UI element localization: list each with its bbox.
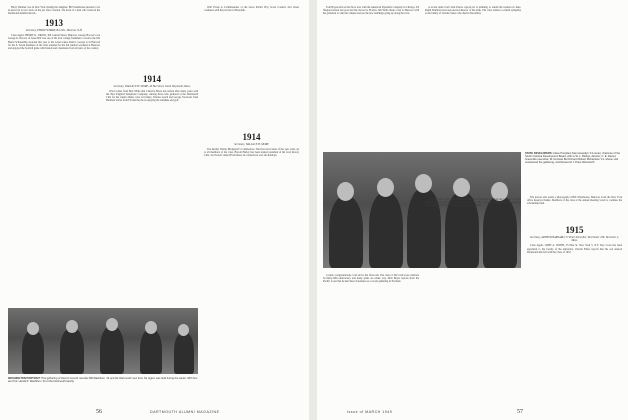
- person-face: [337, 182, 354, 201]
- right-column-4-lower: [425, 198, 521, 398]
- right-column-2: [425, 6, 521, 150]
- column-text: A recent letter from Sam Pearce reports he is planning to attend the reunion in June. Ralph Simmons has been elected director of his bank. The class wishes to extend sympathy to the family of Charles Vance who died in December.: [425, 6, 521, 16]
- person-face: [377, 178, 394, 197]
- column-text: Harry Wantner was in New York visiting his daughter. Bill Waterhouse phoned to let us know he is now back on the job after vacation. We learn of a man who received the Dartmouth Alumni Award...: [8, 6, 100, 16]
- photo-caption: [525, 152, 622, 192]
- person-face: [453, 178, 470, 197]
- column-text: The person who sends a photograph of Bill Waterhouse, Hanover, from the New York office deserves thanks. Members of the class at the annual meeting voted to continue the scholarship fund.: [527, 196, 622, 206]
- person-figure: [174, 332, 194, 374]
- person-figure: [369, 192, 403, 268]
- magazine-footer: DARTMOUTH ALUMNI MAGAZINE: [150, 410, 220, 414]
- person-figure: [22, 330, 44, 374]
- right-column-5: [527, 196, 622, 398]
- right-column-1: [323, 6, 419, 150]
- group-photo-washington: [8, 308, 198, 374]
- person-figure: [140, 329, 162, 374]
- class-secretary: Secretary, WALLACE H. MORE: [234, 143, 269, 147]
- page-number: 57: [517, 409, 523, 415]
- person-face: [27, 322, 39, 335]
- photo-caption: [8, 377, 198, 403]
- right-column-3: [323, 274, 419, 398]
- left-column-2: [106, 6, 198, 306]
- left-column-3: [204, 6, 299, 404]
- person-face: [145, 321, 157, 334]
- column-text: The Reader Wallis, Bridgeport's Commodore. The first news letter of the year went out to all members of the class. Harold Harley has been named president of his local Rotary Club. Joe Everett visited Fred Moses in Connecticut over the holidays.: [204, 148, 299, 158]
- left-page: [0, 0, 309, 420]
- person-figure: [60, 328, 84, 374]
- caption-text: This gathering of Alumni Council member Bill Washburn '14 and the Dartmouth men from his region was held during the winter. With him are Prof. Harold F. Washburn '10 of the Dartmouth faculty.: [8, 377, 198, 384]
- person-face: [178, 324, 189, 336]
- person-figure: [329, 196, 363, 268]
- class-secretary: Secretary, WALLACE H. MORE, 40 Bar Street, South Weymouth, Mass.: [113, 85, 191, 88]
- person-figure: [100, 326, 124, 374]
- column-text: Walt Evans is Commissioner of the Great Pacific Boy Scout Council. Doc Kiser continues with his practice in Honolulu.: [204, 6, 299, 13]
- page-number: 56: [96, 409, 102, 415]
- person-face: [66, 320, 78, 333]
- class-heading: 1914: [143, 74, 161, 84]
- column-text: Class Agent, JOHN A. SMITH, 35 Pine St. New York 5, N.Y. Ray Cross has been appointed to the faculty of the university. Charlie Fuller reports that his son entered Dartmouth this fall with the Class of 1952.: [527, 244, 622, 254]
- column-text: Corum. Congratulations, Carl and to the Unwoods. The class of 1913 will soon celebrate its thirty-fifth anniversary and many plans are under way. Dick Boyer reports from the Pacific Coast that he met three classmates at a recent gathering in Portland.: [323, 274, 419, 284]
- page-gutter: [309, 0, 317, 420]
- column-text: Word comes from Bert White that Clarence Bruce has retired after many years with the New England Telephone Company. Among those who gathered at the Dartmouth Club for the winter dinner were Al Gilkey, Charles Leach and George Swoboda. Paul Hartman writes from Florida that he is enjoying the sunshine and golf.: [106, 90, 198, 103]
- caption-text: Class President Stan Llewellyn '13 center, chairman of the South Carolina Development Board, with to W. L. Bishop, director; C. E. Daniel, Greenville executive; W. Dunstan Burchill and Robert Richardson '13, whose visit occasioned the gathering, and Reverend J. Drew Wentworth.: [525, 152, 620, 165]
- column-text: Tom Hayes tells us that he is now with the American Dyestuffs Company in Chicago. Ed Shepard retired last year and has moved to Florida. Jim Wells made a trip to Hanover with his grandson to visit the campus and see the new buildings going up along the river.: [323, 6, 419, 16]
- caption-title: WASHINGTON PORTRAIT:: [8, 377, 41, 380]
- class-heading: 1914: [242, 132, 261, 143]
- class-secretary: Secretary, ARTHUR BARNARD, 57 Pearl Street Rd., Worchester 108, Worcester 2, Mass.: [530, 236, 619, 243]
- column-text: A recent letter from Sam Pearce reports he is planning to attend the reunion in June. Ralph Simmons has been elected director of his bank. The class wishes to extend sympathy to the family of Charles Vance who died in December.: [425, 198, 521, 208]
- class-heading: 1915: [565, 225, 584, 236]
- caption-title: STATE DEVELOPERS:: [525, 152, 553, 155]
- column-text: Class Agent, HENRY K. URION, 300 Central Street, Hanover. George Hoover's son George K. Hoover of Jones Hill was one of the four college freshmen to receive the Jim Heard Scholarship awarded this year to the Great Lakes district. George is in Harvard for the X. Seven members of the class returned for the fall reunion weekend at Hanover and enjoyed the football game with friends and classmates from all parts of the country.: [8, 34, 100, 50]
- person-face: [106, 318, 118, 331]
- class-heading: 1913: [45, 18, 63, 29]
- right-page: [317, 0, 628, 420]
- person-face: [415, 174, 432, 193]
- class-secretary: Secretary, PHILIP WHARF, Box 601, Hanover, N.H.: [25, 29, 83, 33]
- magazine-footer: Issue of MARCH 1949: [347, 410, 393, 414]
